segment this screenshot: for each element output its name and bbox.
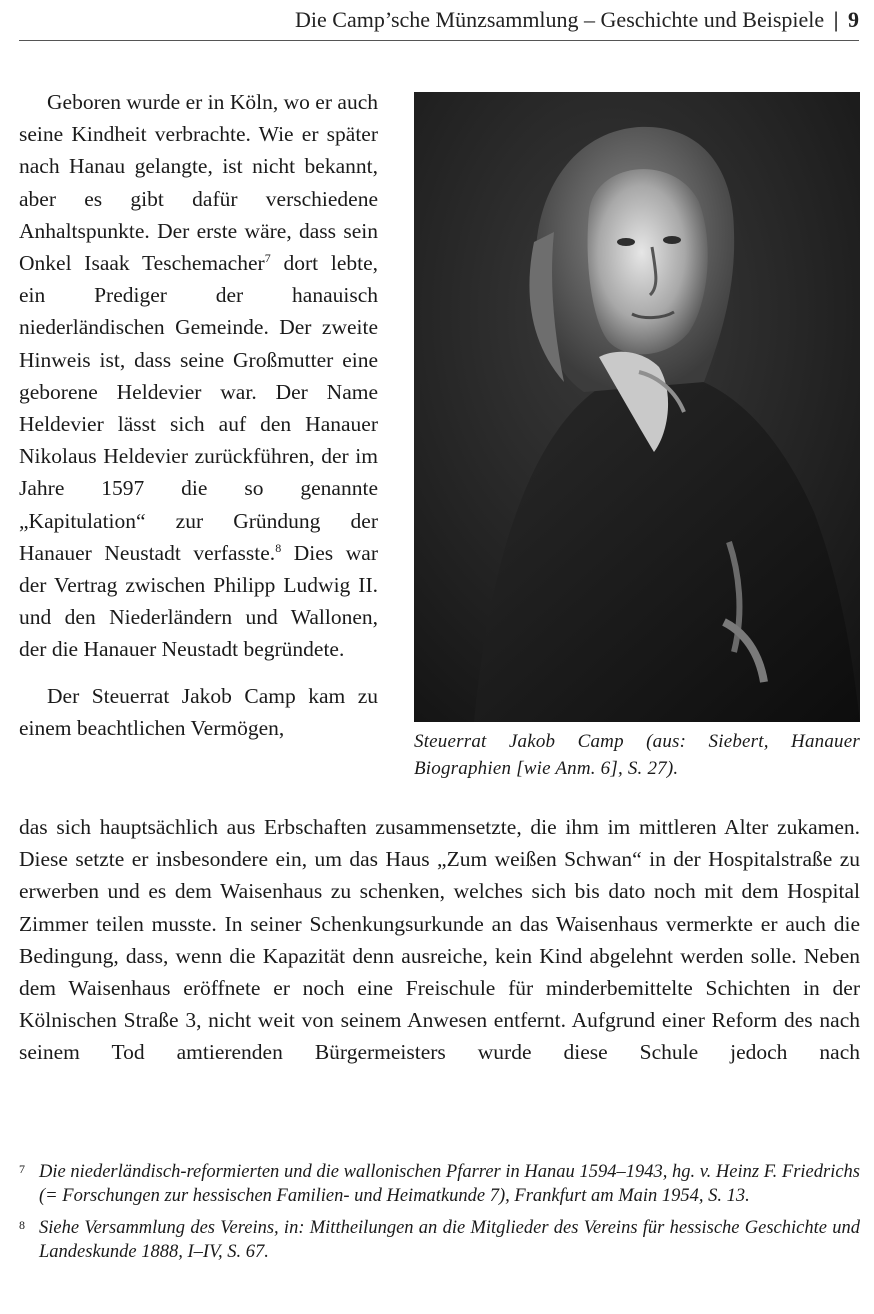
- portrait-figure: [414, 92, 860, 782]
- paragraph-text: Geboren wurde er in Köln, wo er auch seine Kindheit verbrachte. Wie er später nach Hanau gelangte, ist nicht bekannt, aber es gibt dafür verschiedene Anhaltspunkte. Der erste wäre, dass sein Onkel Isaak Teschemacher: [19, 90, 378, 276]
- figure-caption: Steuerrat Jakob Camp (aus: Siebert, Hanauer Biographien [wie Anm. 6], S. 27).: [414, 731, 860, 779]
- footnote-text: Die niederländisch-reformierten und die wallonischen Pfarrer in Hanau 1594–1943, hg. v. Heinz F. Friedrichs (= Forschungen zur hessischen Familien- und Heimatkunde 7), Frankfurt am Main 1954, S. 13.: [39, 1162, 860, 1206]
- footnote-8: [19, 1216, 860, 1264]
- footnotes: [19, 1160, 860, 1272]
- paragraph-text: Dies war der Vertrag zwischen Philipp Ludwig II. und den Niederländern und Wallonen, der die Hanauer Neustadt begründete.: [19, 540, 378, 662]
- footnote-7: [19, 1160, 860, 1208]
- footnote-text: Siehe Versammlung des Vereins, in: Mittheilungen an die Mitglieder des Vereins für hessische Geschichte und Landeskunde 1888, I–IV, S. 67.: [39, 1218, 860, 1262]
- left-column-text: [19, 86, 378, 744]
- header-separator: |: [833, 7, 839, 32]
- footnote-reference: 8: [275, 540, 282, 555]
- paragraph-text: dort lebte, ein Prediger der hanauisch niederländischen Gemeinde. Der zweite Hinweis ist, dass seine Großmutter eine geborene Heldevier war. Der Name Heldevier lässt sich auf den Hanauer Nikolaus Heldevier zurückführen, der im Jahre 1597 die so genannte „Kapitulation“ zur Gründung der Hanauer Neustadt verfasste.: [19, 251, 379, 565]
- page-number: 9: [848, 7, 859, 32]
- header-title: Die Camp’sche Münzsammlung – Geschichte und Beispiele: [295, 7, 825, 32]
- paragraph-wealth-start: Der Steuerrat Jakob Camp kam zu einem beachtlichen Vermögen,: [19, 683, 378, 740]
- running-header: [19, 0, 859, 41]
- paragraph-wealth-continued: das sich hauptsächlich aus Erbschaften zusammensetzte, die ihm im mittleren Alter zukamen. Diese setzte er insbesondere ein, um das Haus „Zum weißen Schwan“ in der Hospitalstraße zu erwerben und es dem Waisenhaus zu schenken, welches sich bis dato noch mit dem Hospital Zimmer teilen musste. In seiner Schenkungsurkunde an das Waisenhaus vermerkte er auch die Bedingung, dass, wenn die Kapazität denn ausreiche, kein Kind abgelehnt werden solle. Neben dem Waisenhaus eröffnete er noch eine Freischule für minderbemittelte Schichten in der Kölnischen Straße 3, nicht weit von seinem Anwesen entfernt. Aufgrund einer Reform des nach seinem Tod amtierenden Bürgermeisters wurde diese Schule jedoch nach: [19, 815, 860, 1065]
- footnote-number: 8: [19, 1218, 25, 1232]
- footnote-reference: 7: [264, 251, 271, 266]
- footnote-number: 7: [19, 1162, 25, 1176]
- paragraph-birth: [19, 86, 378, 666]
- portrait-image: [414, 92, 860, 722]
